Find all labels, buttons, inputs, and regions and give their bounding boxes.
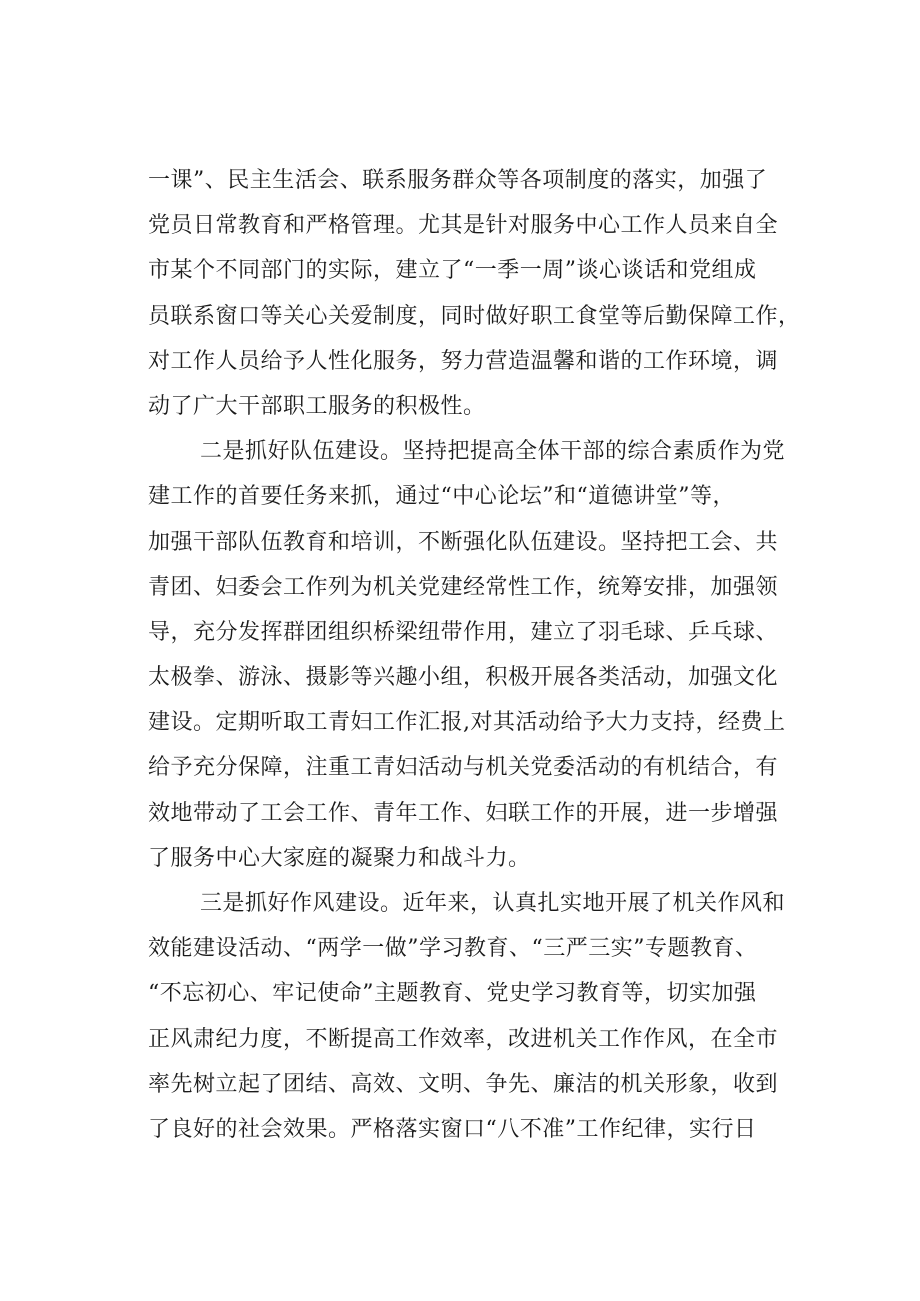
text-line: 二是抓好队伍建设。坚持把提高全体干部的综合素质作为党 [200, 439, 786, 465]
text-line: 建工作的首要任务来抓，通过“中心论坛”和“道德讲堂”等， [148, 484, 735, 510]
text-line: 了服务中心大家庭的凝聚力和战斗力。 [148, 845, 531, 871]
text-line: 党员日常教育和严格管理。尤其是针对服务中心工作人员来自全 [148, 213, 779, 239]
text-line: 导，充分发挥群团组织桥梁纽带作用，建立了羽毛球、乒乓球、 [148, 619, 779, 645]
text-line: 对工作人员给予人性化服务，努力营造温馨和谐的工作环境，调 [148, 348, 779, 374]
text-line: “不忘初心、牢记使命”主题教育、党史学习教育等，切实加强 [148, 981, 757, 1007]
text-line: 效地带动了工会工作、青年工作、妇联工作的开展，进一步增强 [148, 800, 779, 826]
text-line: 动了广大干部职工服务的积极性。 [148, 393, 486, 419]
text-line: 正风肃纪力度，不断提高工作效率，改进机关工作作风，在全市 [148, 1026, 779, 1052]
text-line: 了良好的社会效果。严格落实窗口“八不准”工作纪律，实行日 [148, 1116, 757, 1142]
text-line: 三是抓好作风建设。近年来，认真扎实地开展了机关作风和 [200, 891, 786, 916]
text-line: 员联系窗口等关心关爱制度，同时做好职工食堂等后勤保障工作， [148, 303, 801, 329]
text-line: 太极拳、游泳、摄影等兴趣小组，积极开展各类活动，加强文化 [148, 665, 779, 691]
text-line: 市某个不同部门的实际，建立了“一季一周”谈心谈话和党组成 [148, 258, 757, 284]
text-line: 加强干部队伍教育和培训，不断强化队伍建设。坚持把工会、共 [148, 529, 779, 555]
text-line: 给予充分保障，注重工青妇活动与机关党委活动的有机结合，有 [148, 755, 779, 781]
document-body [148, 158, 828, 1152]
text-line: 建设。定期听取工青妇工作汇报,对其活动给予大力支持，经费上 [148, 710, 786, 736]
paragraph-2 [148, 429, 828, 881]
text-line: 效能建设活动、“两学一做”学习教育、“三严三实”专题教育、 [148, 936, 758, 962]
paragraph-1 [148, 158, 828, 429]
text-line: 率先树立起了团结、高效、文明、争先、廉洁的机关形象，收到 [148, 1071, 779, 1097]
text-line: 一课”、民主生活会、联系服务群众等各项制度的落实，加强了 [148, 168, 768, 193]
text-line: 青团、妇委会工作列为机关党建经常性工作，统筹安排，加强领 [148, 574, 779, 600]
paragraph-3 [148, 881, 828, 1152]
